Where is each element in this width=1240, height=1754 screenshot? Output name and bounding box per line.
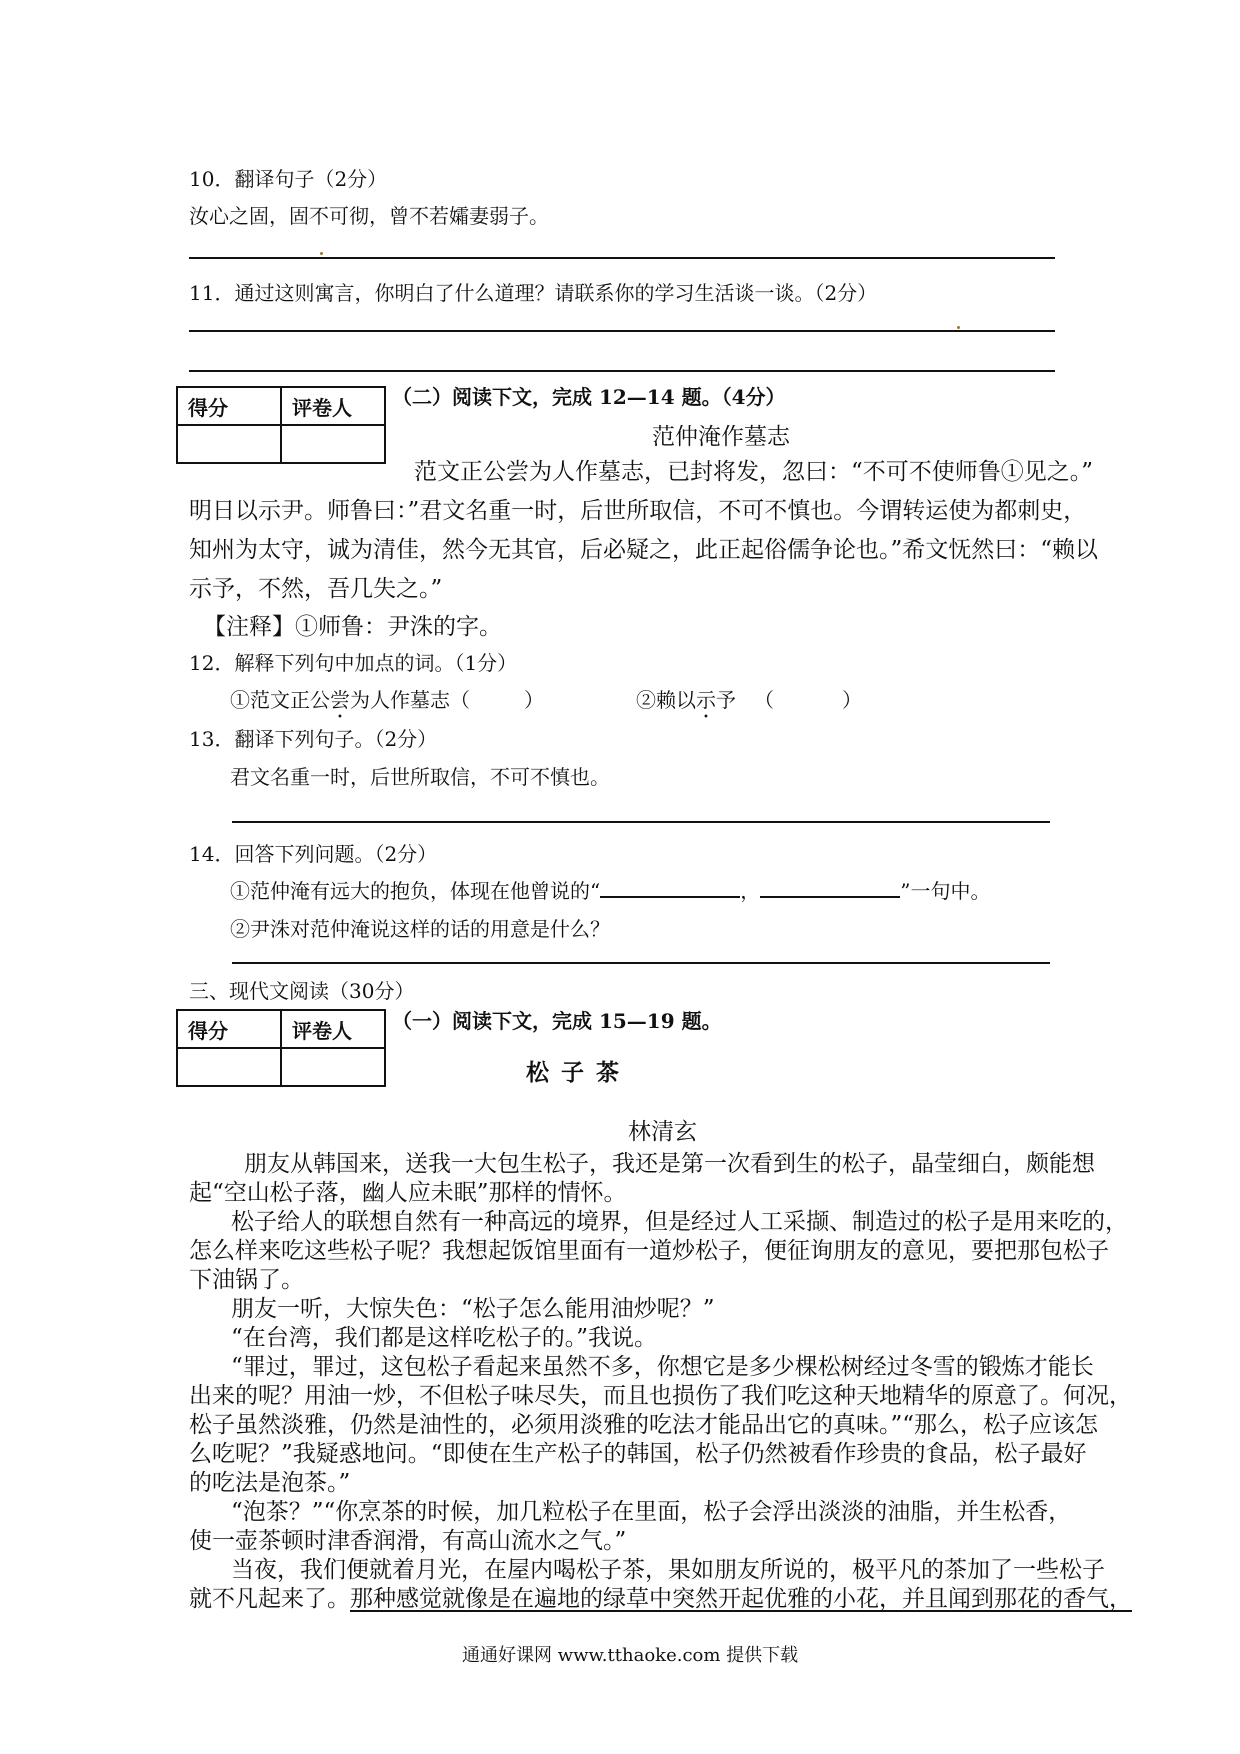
grader-header: 评卷人	[281, 387, 385, 425]
q12-item2-pre: ②赖以	[636, 688, 696, 712]
score-cell	[177, 1048, 281, 1086]
grader-header: 评卷人	[281, 1010, 385, 1048]
part2-instruction: （二）阅读下文，完成 12—14 题。（4分）	[392, 385, 786, 409]
q14-title: 14．回答下列问题。（2分）	[189, 842, 438, 866]
passage-line-1: 范文正公尝为人作墓志，已封将发，忽曰：“不可不使师鲁①见之。”	[414, 459, 1094, 485]
passage-line-4: 示予，不然，吾几失之。”	[189, 576, 443, 602]
q13-answer-line	[232, 821, 1050, 823]
passage-note: 【注释】①师鲁：尹洙的字。	[203, 614, 502, 640]
q12-item1-close: ）	[524, 688, 544, 712]
scan-speck	[957, 326, 960, 329]
q11-answer-line-2	[189, 370, 1055, 372]
q11-title: 11．通过这则寓言，你明白了什么道理？请联系你的学习生活谈一谈。（2分）	[189, 281, 878, 305]
essay-line-4: 怎么样来吃这些松子呢？我想起饭馆里面有一道炒松子，便征询朋友的意见，要把那包松子	[189, 1238, 1109, 1264]
passage-title: 范仲淹作墓志	[652, 424, 790, 450]
q12-item2-close: ）	[842, 688, 862, 712]
passage-line-3: 知州为太守，诚为清佳，然今无其官，后必疑之，此正起俗儒争论也。”希文怃然曰：“赖以	[189, 537, 1099, 563]
essay-line-10: 松子虽然淡雅，仍然是油性的，必须用淡雅的吃法才能品出它的真味。”“那么，松子应该怎	[189, 1412, 1099, 1438]
q12-item1-pre: ①范文正公	[230, 688, 330, 712]
score-header: 得分	[177, 1010, 281, 1048]
essay-line-8: “罪过，罪过，这包松子看起来虽然不多，你想它是多少棵松树经过冬雪的锻炼才能长	[231, 1354, 1094, 1380]
essay-line-7: “在台湾，我们都是这样吃松子的。”我说。	[231, 1325, 658, 1351]
essay-line-9: 出来的呢？用油一炒，不但松子味尽失，而且也损伤了我们吃这种天地精华的原意了。何况，	[189, 1383, 1132, 1409]
q11-answer-line-1	[189, 330, 1055, 332]
q12-item2-post: 予	[716, 688, 736, 712]
essay-author: 林清玄	[628, 1119, 697, 1145]
score-cell	[177, 425, 281, 463]
q14-blank-1[interactable]	[600, 878, 740, 898]
grader-cell	[281, 425, 385, 463]
q12-item1-post: 为人作墓志（	[350, 688, 470, 712]
score-header: 得分	[177, 387, 281, 425]
scan-speck	[320, 252, 323, 255]
q12-title: 12．解释下列句中加点的词。（1分）	[189, 651, 518, 675]
essay-line-12: 的吃法是泡茶。”	[189, 1470, 351, 1496]
q10-title: 10．翻译句子（2分）	[189, 167, 388, 191]
q12-item2-open: （	[754, 688, 774, 712]
q14-item-1	[230, 875, 990, 904]
q14-item-2: ②尹洙对范仲淹说这样的话的用意是什么？	[230, 917, 610, 941]
essay-last-pre: 就不凡起来了。	[189, 1586, 350, 1612]
dotted-word-chang: 尝	[330, 688, 350, 712]
q10-sentence: 汝心之固，固不可彻，曾不若孀妻弱子。	[189, 204, 549, 228]
grader-cell	[281, 1048, 385, 1086]
essay-line-2: 起“空山松子落，幽人应未眠”那样的情怀。	[189, 1180, 627, 1206]
q14-item1-pre: ①范仲淹有远大的抱负，体现在他曾说的“	[230, 879, 601, 903]
underlined-sentence: 那种感觉就像是在遍地的绿草中突然开起优雅的小花，并且闻到那花的香气，	[350, 1586, 1132, 1612]
q12-item-1	[230, 684, 544, 723]
essay-line-14: 使一壶茶顿时津香润滑，有高山流水之气。”	[189, 1528, 627, 1554]
essay-line-5: 下油锅了。	[189, 1267, 304, 1293]
essay-title: 松 子 茶	[526, 1059, 622, 1086]
q14-item1-post: ”一句中。	[900, 879, 991, 903]
section3-instruction: （一）阅读下文，完成 15—19 题。	[392, 1009, 722, 1033]
q14-blank-2[interactable]	[760, 878, 900, 898]
essay-line-1: 朋友从韩国来，送我一大包生松子，我还是第一次看到生的松子，晶莹细白，颇能想	[244, 1151, 1095, 1177]
score-table-2	[176, 1009, 386, 1087]
q14-answer-line	[232, 962, 1050, 964]
essay-line-13: “泡茶？”“你烹茶的时候，加几粒松子在里面，松子会浮出淡淡的油脂，并生松香，	[231, 1499, 1072, 1525]
essay-line-3: 松子给人的联想自然有一种高远的境界，但是经过人工采撷、制造过的松子是用来吃的，	[231, 1209, 1128, 1235]
q13-sentence: 君文名重一时，后世所取信，不可不慎也。	[230, 765, 610, 789]
footer-credit: 通通好课网 www.tthaoke.com 提供下载	[462, 1645, 799, 1666]
q10-answer-line	[189, 257, 1055, 259]
section3-heading: 三、现代文阅读（30分）	[189, 979, 415, 1003]
score-table-1	[176, 386, 386, 464]
essay-line-15: 当夜，我们便就着月光，在屋内喝松子茶，果如朋友所说的，极平凡的茶加了一些松子	[231, 1557, 1105, 1583]
dotted-word-shi: 示	[696, 688, 716, 712]
passage-line-2: 明日以示尹。师鲁曰：”君文名重一时，后世所取信，不可不慎也。今谓转运使为都刺史，	[189, 498, 1087, 524]
q12-item-2	[636, 684, 862, 723]
essay-line-6: 朋友一听，大惊失色：“松子怎么能用油炒呢？”	[231, 1296, 715, 1322]
essay-line-16	[189, 1580, 1132, 1613]
essay-line-11: 么吃呢？”我疑惑地问。“即使在生产松子的韩国，松子仍然被看作珍贵的食品，松子最好	[189, 1441, 1087, 1467]
q13-title: 13．翻译下列句子。（2分）	[189, 727, 438, 751]
q14-item1-mid: ，	[740, 879, 761, 903]
